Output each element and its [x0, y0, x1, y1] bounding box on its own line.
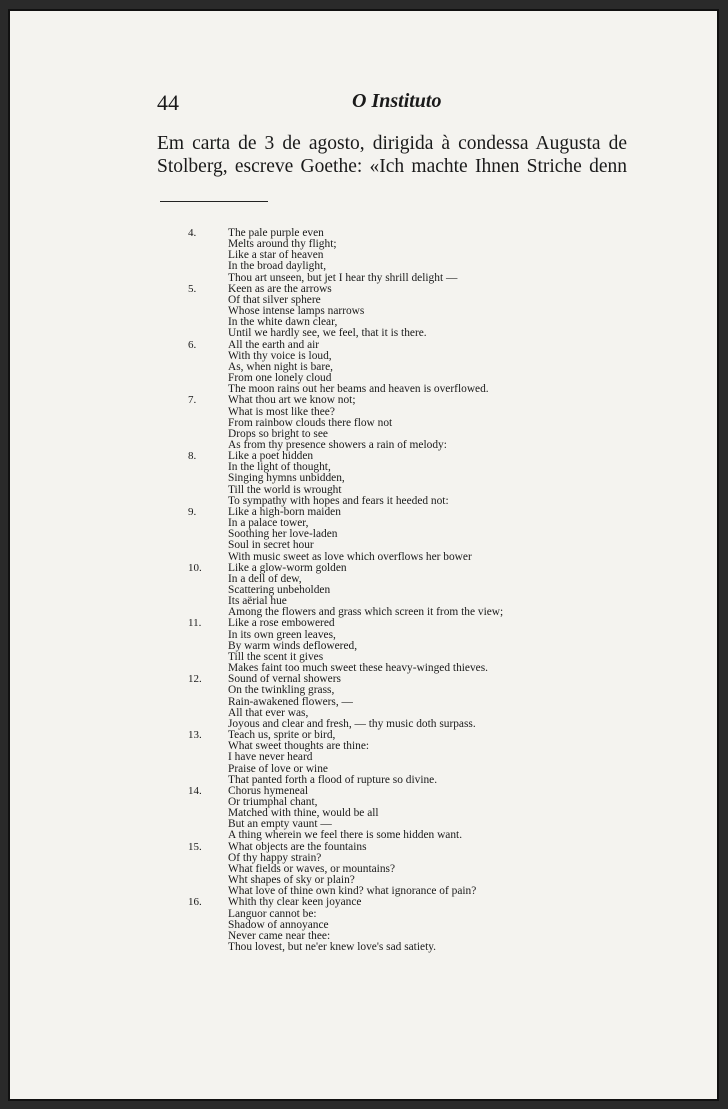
- stanza-number: 12.: [188, 673, 202, 686]
- verse-line: What objects are the fountains: [228, 840, 367, 853]
- verse-line: Whith thy clear keen joyance: [228, 896, 362, 909]
- verse-line: Its aërial hue: [228, 595, 287, 608]
- separator-rule: [160, 201, 268, 202]
- verse-line: What is most like thee?: [228, 405, 335, 418]
- stanza: [188, 507, 588, 563]
- intro-line-1: Em carta de 3 de agosto, dirigida à condessa Augusta de: [157, 133, 627, 154]
- stanza-number: 10.: [188, 561, 202, 574]
- verse-line: But an empty vaunt —: [228, 818, 332, 831]
- verse-line: In its own green leaves,: [228, 628, 336, 641]
- running-head: [157, 90, 627, 120]
- verse-line: Melts around thy flight;: [228, 238, 337, 251]
- stanza: [188, 618, 588, 674]
- verse-line: In a dell of dew,: [228, 572, 302, 585]
- stanza: [188, 340, 588, 396]
- verse-line: Makes faint too much sweet these heavy-winged thieves.: [228, 662, 489, 675]
- verse-line: As from thy presence showers a rain of melody:: [228, 438, 447, 451]
- verse-line: Like a glow-worm golden: [228, 561, 347, 574]
- intro-paragraph: [157, 132, 627, 178]
- verse-line: Singing hymns unbidden,: [228, 472, 345, 485]
- document-page: [8, 9, 719, 1101]
- stanza-number: 6.: [188, 338, 197, 351]
- verse-line: Joyous and clear and fresh, — thy music doth surpass.: [228, 717, 476, 730]
- page-number: 44: [157, 90, 179, 115]
- stanza: [188, 228, 588, 284]
- stanza-number: 14.: [188, 784, 202, 797]
- verse-line: Like a star of heaven: [228, 249, 324, 262]
- verse-line: Matched with thine, would be all: [228, 807, 379, 820]
- verse-line: What love of thine own kind? what ignorance of pain?: [228, 885, 477, 898]
- verse-line: Or triumphal chant,: [228, 795, 318, 808]
- verse-line: The pale purple even: [228, 227, 324, 239]
- stanza: [188, 674, 588, 730]
- stanza-number: 4.: [188, 227, 197, 239]
- verse-line: Shadow of annoyance: [228, 918, 329, 931]
- verse-line: By warm winds deflowered,: [228, 639, 358, 652]
- verse-line: From one lonely cloud: [228, 372, 332, 385]
- verse-line: Till the scent it gives: [228, 650, 324, 663]
- verse-line: A thing wherein we feel there is some hidden want.: [228, 829, 463, 842]
- verse-line: With music sweet as love which overflows her bower: [228, 550, 472, 563]
- verse-line: Never came near thee:: [228, 929, 331, 942]
- verse-line: Like a poet hidden: [228, 450, 314, 463]
- verse-line: Chorus hymeneal: [228, 784, 309, 797]
- stanza: [188, 730, 588, 786]
- verse-line: Keen as are the arrows: [228, 282, 332, 295]
- verse-line: Like a high-born maiden: [228, 505, 341, 518]
- verse-line: Soul in secret hour: [228, 539, 314, 552]
- verse-line: Soothing her love-laden: [228, 528, 338, 541]
- verse-line: On the twinkling grass,: [228, 684, 335, 697]
- verse-line: To sympathy with hopes and fears it heeded not:: [228, 494, 449, 507]
- stanza-number: 8.: [188, 450, 197, 463]
- verse-line: Thou art unseen, but jet I hear thy shrill delight —: [228, 271, 458, 284]
- verse-line: In a palace tower,: [228, 517, 309, 530]
- verse-line: I have never heard: [228, 751, 313, 764]
- verse-line: Among the flowers and grass which screen it from the view;: [228, 606, 504, 619]
- verse-line: Drops so bright to see: [228, 427, 328, 440]
- verse-line: Whose intense lamps narrows: [228, 305, 365, 318]
- stanza-number: 9.: [188, 505, 197, 518]
- verse-line: With thy voice is loud,: [228, 349, 332, 362]
- verse-line: What fields or waves, or mountains?: [228, 862, 396, 875]
- verse-line: Languor cannot be:: [228, 907, 317, 920]
- verse-line: What sweet thoughts are thine:: [228, 740, 370, 753]
- intro-line-2: Stolberg, escreve Goethe: «Ich machte Ihnen Striche denn: [157, 156, 627, 177]
- verse-line: In the white dawn clear,: [228, 316, 338, 329]
- verse-line: Like a rose embowered: [228, 617, 335, 630]
- stanza-number: 5.: [188, 282, 197, 295]
- stanza: [188, 842, 588, 898]
- poem: [188, 228, 588, 953]
- verse-line: From rainbow clouds there flow not: [228, 416, 393, 429]
- verse-line: What thou art we know not;: [228, 394, 356, 407]
- verse-line: The moon rains out her beams and heaven is overflowed.: [228, 383, 489, 396]
- stanza: [188, 897, 588, 953]
- verse-line: Thou lovest, but ne'er knew love's sad satiety.: [228, 941, 437, 953]
- verse-line: Teach us, sprite or bird,: [228, 729, 336, 742]
- verse-line: Of that silver sphere: [228, 293, 321, 306]
- journal-title: O Instituto: [352, 90, 442, 112]
- verse-line: Sound of vernal showers: [228, 673, 341, 686]
- stanza: [188, 451, 588, 507]
- stanza: [188, 284, 588, 340]
- stanza-number: 11.: [188, 617, 202, 630]
- verse-line: Scattering unbeholden: [228, 584, 331, 596]
- stanza: [188, 786, 588, 842]
- stanza-number: 7.: [188, 394, 197, 407]
- stanza: [188, 395, 588, 451]
- verse-line: In the broad daylight,: [228, 260, 327, 273]
- stanza: [188, 563, 588, 619]
- verse-line: All the earth and air: [228, 338, 320, 351]
- verse-line: As, when night is bare,: [228, 360, 334, 373]
- verse-line: All that ever was,: [228, 706, 309, 719]
- stanza-number: 13.: [188, 729, 202, 742]
- verse-line: That panted forth a flood of rupture so divine.: [228, 773, 438, 786]
- stanza-number: 16.: [188, 896, 202, 909]
- verse-line: Praise of love or wine: [228, 762, 328, 775]
- verse-line: Rain-awakened flowers, —: [228, 695, 353, 708]
- stanza-number: 15.: [188, 840, 202, 853]
- verse-line: Of thy happy strain?: [228, 851, 322, 864]
- verse-line: In the light of thought,: [228, 461, 331, 474]
- verse-line: Wht shapes of sky or plain?: [228, 874, 355, 887]
- verse-line: Until we hardly see, we feel, that it is there.: [228, 327, 427, 340]
- verse-line: Till the world is wrought: [228, 483, 342, 496]
